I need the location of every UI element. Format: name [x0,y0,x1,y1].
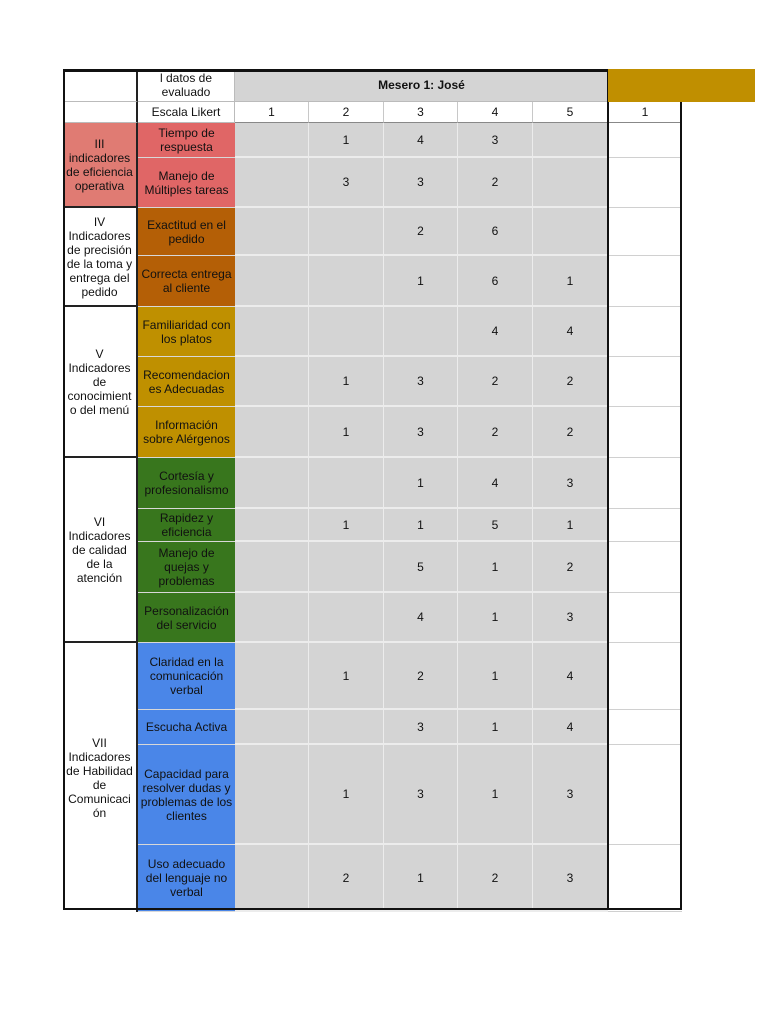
indicator-label: Capacidad para resolver dudas y problemas de los clientes [138,745,235,845]
score-cell [533,158,608,208]
score-cell: 1 [309,745,384,845]
score-cell [309,458,384,509]
score-cell: 4 [533,710,608,745]
score-cell [235,208,309,256]
score-cell: 2 [458,407,533,458]
score-cell: 3 [384,407,458,458]
score-cell: 4 [533,643,608,710]
score-cell: 2 [533,407,608,458]
indicator-label: Correcta entrega al cliente [138,256,235,307]
score-cell [608,593,682,643]
score-cell [608,845,682,912]
score-cell [235,542,309,593]
score-cell: 2 [458,357,533,407]
likert-scale-3: 3 [384,102,458,123]
score-cell [608,208,682,256]
score-cell [608,509,682,542]
indicator-label: Manejo de Múltiples tareas [138,158,235,208]
score-cell [309,593,384,643]
corner-cell-scale [63,102,138,123]
score-cell: 6 [458,208,533,256]
indicator-label: Uso adecuado del lenguaje no verbal [138,845,235,912]
score-cell [309,710,384,745]
score-cell [608,458,682,509]
score-cell: 3 [384,158,458,208]
score-cell: 1 [533,256,608,307]
score-cell [608,542,682,593]
score-cell: 5 [458,509,533,542]
score-cell: 3 [384,710,458,745]
score-cell: 1 [309,509,384,542]
score-cell: 2 [533,357,608,407]
score-cell [235,407,309,458]
likert-scale-6: 1 [608,102,682,123]
score-cell: 1 [309,123,384,158]
score-cell [608,745,682,845]
score-cell [235,357,309,407]
score-cell: 1 [384,256,458,307]
score-cell: 3 [533,593,608,643]
score-cell: 1 [458,643,533,710]
score-cell: 1 [384,458,458,509]
score-cell [608,256,682,307]
indicator-label: Claridad en la comunicación verbal [138,643,235,710]
score-cell: 2 [458,158,533,208]
evaluated-data-label: l datos de evaluado [138,69,235,102]
score-cell [608,710,682,745]
likert-scale-label: Escala Likert [138,102,235,123]
score-cell: 3 [533,745,608,845]
group-label: III indicadores de eficiencia operativa [63,123,138,208]
score-cell: 2 [458,845,533,912]
corner-cell [63,69,138,102]
score-cell: 3 [458,123,533,158]
score-cell: 1 [384,845,458,912]
score-cell [608,643,682,710]
score-cell: 1 [309,357,384,407]
likert-scale-1: 1 [235,102,309,123]
score-cell [608,123,682,158]
gold-header-block [608,69,755,102]
indicator-label: Tiempo de respuesta [138,123,235,158]
score-cell [235,593,309,643]
indicator-label: Cortesía y profesionalismo [138,458,235,509]
score-cell [309,256,384,307]
score-cell [309,208,384,256]
indicator-label: Escucha Activa [138,710,235,745]
indicator-label: Familiaridad con los platos [138,307,235,357]
score-cell: 3 [384,357,458,407]
likert-scale-2: 2 [309,102,384,123]
score-cell: 2 [384,643,458,710]
score-cell: 1 [458,710,533,745]
score-cell [309,542,384,593]
score-cell [235,256,309,307]
indicator-label: Información sobre Alérgenos [138,407,235,458]
score-cell: 2 [384,208,458,256]
score-cell: 2 [309,845,384,912]
score-cell [235,307,309,357]
score-cell [235,509,309,542]
score-cell: 3 [533,458,608,509]
score-cell: 1 [458,745,533,845]
likert-scale-5: 5 [533,102,608,123]
score-cell: 4 [458,307,533,357]
score-cell: 5 [384,542,458,593]
score-cell [608,158,682,208]
score-cell: 4 [384,593,458,643]
group-label: V Indicadores de conocimient o del menú [63,307,138,458]
group-label: VII Indicadores de Habilidad de Comunicaci ón [63,643,138,912]
score-cell [235,710,309,745]
score-cell [235,845,309,912]
score-cell [235,158,309,208]
score-cell [235,458,309,509]
score-cell: 4 [533,307,608,357]
score-cell [608,307,682,357]
likert-scale-4: 4 [458,102,533,123]
score-cell: 1 [458,593,533,643]
score-cell: 1 [384,509,458,542]
indicator-label: Rapidez y eficiencia [138,509,235,542]
score-cell [533,123,608,158]
score-cell [235,745,309,845]
score-cell: 6 [458,256,533,307]
score-cell: 3 [384,745,458,845]
indicator-label: Exactitud en el pedido [138,208,235,256]
score-cell: 1 [458,542,533,593]
group-label: VI Indicadores de calidad de la atención [63,458,138,643]
score-cell: 1 [309,643,384,710]
evaluation-table [63,69,682,910]
score-cell [384,307,458,357]
group-label: IV Indicadores de precisión de la toma y entrega del pedido [63,208,138,307]
waiter-title: Mesero 1: José [235,69,608,102]
score-cell [608,357,682,407]
column-separator [607,69,609,910]
score-cell [309,307,384,357]
score-cell: 3 [533,845,608,912]
score-cell: 3 [309,158,384,208]
score-cell [235,643,309,710]
score-cell: 1 [533,509,608,542]
score-cell [608,407,682,458]
score-cell: 2 [533,542,608,593]
indicator-label: Manejo de quejas y problemas [138,542,235,593]
score-cell [235,123,309,158]
score-cell: 4 [384,123,458,158]
score-cell [533,208,608,256]
indicator-label: Recomendacion es Adecuadas [138,357,235,407]
indicator-label: Personalización del servicio [138,593,235,643]
score-cell: 4 [458,458,533,509]
score-cell: 1 [309,407,384,458]
